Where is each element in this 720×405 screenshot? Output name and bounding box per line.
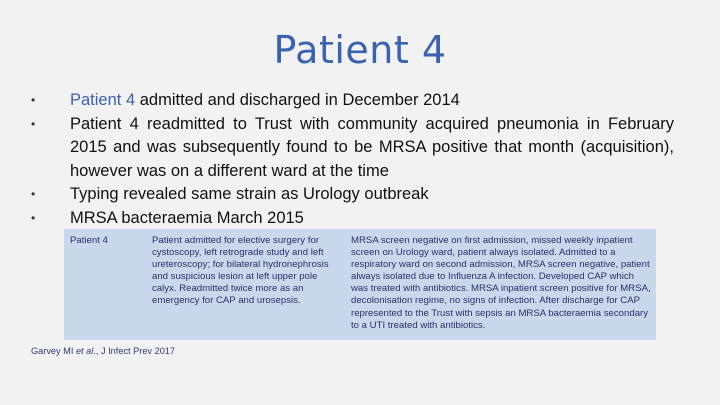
citation (31, 346, 175, 356)
bullet-icon: • (31, 116, 36, 131)
bullet-item (30, 207, 674, 231)
bullet-text: Typing revealed same strain as Urology outbreak (70, 185, 429, 203)
bullet-icon: • (31, 93, 36, 107)
citation-authors: Garvey MI (31, 346, 76, 356)
table-notes: MRSA screen negative on first admission, missed weekly inpatient screen on Urology ward, patient always isolated. Admitted to a respiratory ward on second admission, MRSA screen negative, patient always isolated due to Influenza A infection. Developed CAP which was treated with antibiotics. MRSA inpatient screen positive for MRSA, decolonisation regime, no signs of infection. After discharge for CAP represented to the Trust with sepsis an MRSA bacteraemia secondary to a UTI treated with antibiotics. (351, 235, 651, 331)
case-table-image (64, 229, 656, 340)
bullet-item (30, 89, 674, 113)
table-description: Patient admitted for elective surgery for cystoscopy, left retrograde study and left ureteroscopy; for bilateral hydronephrosis and suspicious lesion at left upper pole calyx. Readmitted twice more as an emergency for CAP and urosepsis. (152, 235, 329, 307)
bullet-icon: • (31, 210, 36, 225)
bullet-highlight: Patient 4 (70, 91, 136, 109)
bullet-list (30, 89, 674, 230)
citation-et-al: et al (75, 346, 94, 356)
bullet-item (30, 113, 674, 184)
bullet-text (70, 89, 674, 113)
bullet-text: MRSA bacteraemia March 2015 (70, 208, 304, 227)
bullet-rest: admitted and discharged in December 2014 (135, 91, 460, 109)
bullet-icon: • (31, 187, 36, 201)
slide-title: Patient 4 (273, 28, 447, 72)
bullet-item (30, 183, 674, 207)
table-patient-id: Patient 4 (70, 235, 108, 246)
bullet-text: Patient 4 readmitted to Trust with community acquired pneumonia in February 2015 and was subsequently found to be MRSA positive that month (acquisition), however was on a different ward at the time (70, 114, 674, 180)
citation-journal: ., J Infect Prev 2017 (93, 346, 176, 356)
